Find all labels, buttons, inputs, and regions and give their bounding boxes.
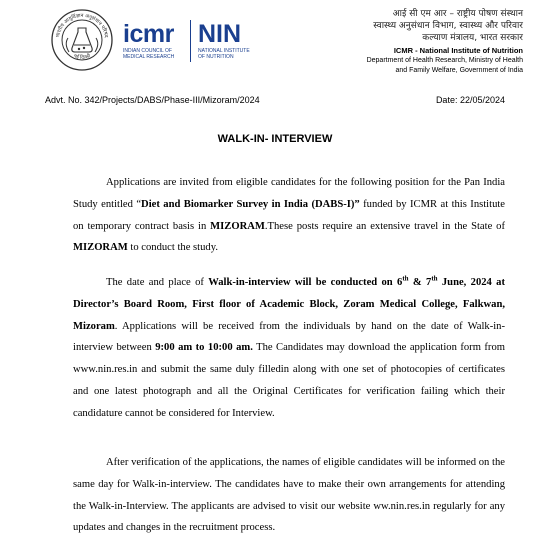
icmr-emblem-icon: [50, 8, 114, 72]
icmr-logo: [123, 22, 203, 60]
para2-sup-2: th: [431, 274, 438, 283]
paragraph-1: [73, 172, 505, 259]
hindi-line-2: स्वास्थ्य अनुसंधान विभाग, स्वास्थ्य और परिवार: [373, 21, 523, 31]
para2-date-1: Walk-in-interview will be conducted on 6: [208, 277, 403, 288]
letterhead: [0, 0, 550, 85]
nin-logo: [198, 22, 250, 60]
advertisement-date: Date: 22/05/2024: [435, 95, 505, 105]
organization-address: [367, 8, 523, 76]
department-line-1: Department of Health Research, Ministry of Health: [366, 57, 523, 64]
para2-text-2: . Applications will be received from the individuals by hand on the date of Walk-in-interview between: [73, 320, 505, 354]
para1-state-1: MIZORAM: [210, 220, 265, 232]
logo-divider: [190, 20, 191, 62]
paragraph-3: [73, 452, 505, 539]
para2-sup-1: th: [402, 274, 409, 283]
department-line-2: and Family Welfare, Government of India: [395, 67, 523, 74]
para1-study-title: Diet and Biomarker Survey in India (DABS-I)”: [141, 198, 360, 210]
nin-full-name: NATIONAL INSTITUTE OF NUTRITION: [198, 48, 250, 60]
svg-text:भारतीय आयुर्विज्ञान अनुसंधान प: भारतीय आयुर्विज्ञान अनुसंधान परिषद: [55, 12, 109, 39]
para2-venue: June, 2024 at Director’s Board Room, First floor of Academic Block, Zoram Medical College, Falkwan, Mizoram: [73, 277, 505, 332]
para1-text-4: to conduct the study.: [127, 242, 218, 254]
icmr-full-name: INDIAN COUNCIL OF MEDICAL RESEARCH: [123, 48, 175, 60]
para2-text-3: The Candidates may download the application form from www.nin.res.in and submit the same duly filledin along with one set of photocopies of certificates and one latest photograph and all the Original Certificates for verification failing which their candidature cannot be considered for Interview.: [73, 342, 505, 419]
advertisement-number: Advt. No. 342/Projects/DABS/Phase-III/Mizoram/2024: [45, 95, 260, 105]
para2-text-1: The date and place of: [106, 277, 209, 288]
para2-time: 9:00 am to 10:00 am.: [155, 342, 253, 354]
svg-text:नई दिल्ली: नई दिल्ली: [72, 53, 92, 61]
para1-text-2: funded by ICMR at this Institute on temporary contract basis in: [73, 198, 506, 232]
para1-text-3: .These posts require an extensive travel in the State of: [264, 220, 505, 232]
para2-date-2: & 7: [408, 277, 432, 288]
document-title: WALK-IN- INTERVIEW: [217, 133, 333, 145]
icmr-logo-text: icmr: [123, 20, 174, 48]
hindi-line-3: कल्याण मंत्रालय, भारत सरकार: [422, 33, 523, 43]
organization-name: ICMR - National Institute of Nutrition: [393, 46, 523, 55]
hindi-line-1: आई सी एम आर – राष्ट्रीय पोषण संस्थान: [392, 9, 523, 19]
nin-logo-text: NIN: [198, 20, 242, 48]
para1-text-1: Applications are invited from eligible candidates for the following position for the Pan India Study entitled “: [73, 177, 505, 210]
para3-text-1: After verification of the applications, the names of eligible candidates will be informed on the same day for Walk-in-interview. The candidates have to make their own arrangements for attending the Walk-in-Interview. The applicants are advised to visit our website ww.nin.res.in regularly for any updates and changes in the recruitment process.: [73, 457, 505, 534]
paragraph-2: [73, 272, 505, 425]
para1-state-2: MIZORAM: [73, 242, 128, 254]
